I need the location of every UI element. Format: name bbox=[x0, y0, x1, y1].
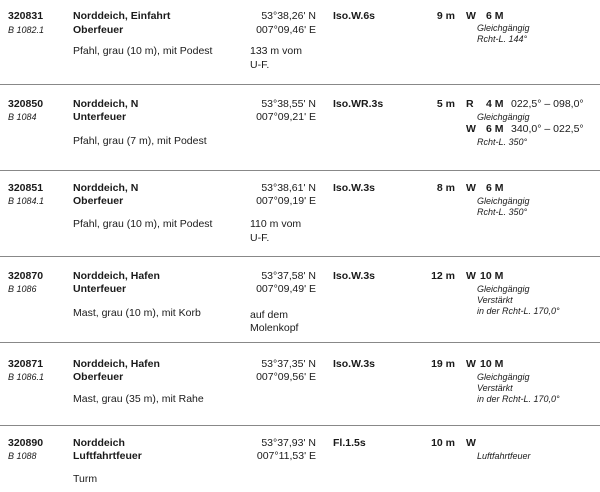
longitude: 007°09,19' E bbox=[256, 195, 316, 207]
latitude: 53°37,93' N bbox=[261, 437, 316, 449]
position-note: U-F. bbox=[250, 232, 270, 244]
light-note: Gleichgängig bbox=[477, 112, 530, 122]
light-name: Norddeich bbox=[73, 437, 125, 449]
sector-range: 6 M bbox=[486, 182, 504, 194]
light-note: Rcht-L. 144° bbox=[477, 34, 528, 44]
light-entry bbox=[0, 426, 600, 492]
sector-color: W bbox=[466, 358, 476, 370]
light-name: Norddeich, N bbox=[73, 98, 139, 110]
latitude: 53°38,26' N bbox=[261, 10, 316, 22]
light-height: 8 m bbox=[436, 182, 455, 194]
sector-arc: 022,5° – 098,0° bbox=[511, 98, 584, 110]
light-height: 12 m bbox=[431, 270, 455, 282]
position-note: 133 m vom bbox=[250, 45, 302, 57]
b-number: B 1086 bbox=[8, 284, 37, 294]
light-entry bbox=[0, 257, 600, 342]
position-note: 110 m vom bbox=[250, 218, 302, 230]
position-note: U-F. bbox=[250, 59, 270, 71]
light-number: 320890 bbox=[8, 437, 44, 449]
structure-description: Pfahl, grau (10 m), mit Podest bbox=[73, 45, 213, 57]
light-note: Verstärkt bbox=[477, 383, 513, 393]
light-type: Oberfeuer bbox=[73, 24, 124, 36]
b-number: B 1084 bbox=[8, 112, 37, 122]
light-note: Gleichgängig bbox=[477, 372, 530, 382]
sector-color: W bbox=[466, 437, 476, 449]
light-number: 320851 bbox=[8, 182, 44, 194]
structure-description: Mast, grau (10 m), mit Korb bbox=[73, 307, 201, 319]
sector-arc: 340,0° – 022,5° bbox=[511, 123, 584, 135]
structure-description: Pfahl, grau (10 m), mit Podest bbox=[73, 218, 213, 230]
sector-color: R bbox=[466, 98, 474, 110]
light-note: in der Rcht-L. 170,0° bbox=[477, 394, 560, 404]
light-entry bbox=[0, 343, 600, 425]
sector-range: 10 M bbox=[480, 270, 504, 282]
light-number: 320850 bbox=[8, 98, 44, 110]
sector-color: W bbox=[466, 182, 476, 194]
light-note: Gleichgängig bbox=[477, 23, 530, 33]
latitude: 53°38,55' N bbox=[261, 98, 316, 110]
latitude: 53°37,58' N bbox=[261, 270, 316, 282]
light-name: Norddeich, N bbox=[73, 182, 139, 194]
light-height: 9 m bbox=[436, 10, 455, 22]
sector-color: W bbox=[466, 10, 476, 22]
light-note: Rcht-L. 350° bbox=[477, 207, 528, 217]
sector-range: 4 M bbox=[486, 98, 504, 110]
light-note: Luftfahrtfeuer bbox=[477, 451, 531, 461]
light-characteristic: Iso.W.3s bbox=[333, 358, 376, 370]
light-name: Norddeich, Einfahrt bbox=[73, 10, 171, 22]
light-type: Oberfeuer bbox=[73, 371, 124, 383]
light-name: Norddeich, Hafen bbox=[73, 270, 160, 282]
light-number: 320870 bbox=[8, 270, 44, 282]
light-entry bbox=[0, 171, 600, 256]
light-note: in der Rcht-L. 170,0° bbox=[477, 306, 560, 316]
light-name: Norddeich, Hafen bbox=[73, 358, 160, 370]
light-characteristic: Iso.W.6s bbox=[333, 10, 376, 22]
light-note: Gleichgängig bbox=[477, 284, 530, 294]
b-number: B 1086.1 bbox=[8, 372, 45, 382]
position-note: Molenkopf bbox=[250, 322, 299, 334]
light-number: 320871 bbox=[8, 358, 44, 370]
light-height: 19 m bbox=[431, 358, 455, 370]
light-note: Rcht-L. 350° bbox=[477, 137, 528, 147]
light-type: Unterfeuer bbox=[73, 283, 127, 295]
longitude: 007°09,21' E bbox=[256, 111, 316, 123]
light-note: Verstärkt bbox=[477, 295, 513, 305]
longitude: 007°09,49' E bbox=[256, 283, 316, 295]
light-note: Gleichgängig bbox=[477, 196, 530, 206]
sector-range: 6 M bbox=[486, 10, 504, 22]
sector-color: W bbox=[466, 123, 476, 135]
light-characteristic: Iso.W.3s bbox=[333, 182, 376, 194]
light-characteristic: Iso.W.3s bbox=[333, 270, 376, 282]
sector-color: W bbox=[466, 270, 476, 282]
sector-range: 6 M bbox=[486, 123, 504, 135]
light-characteristic: Fl.1.5s bbox=[333, 437, 366, 449]
b-number: B 1084.1 bbox=[8, 196, 45, 206]
position-note: auf dem bbox=[250, 309, 288, 321]
light-type: Unterfeuer bbox=[73, 111, 127, 123]
longitude: 007°09,46' E bbox=[256, 24, 316, 36]
longitude: 007°11,53' E bbox=[256, 450, 316, 462]
light-entry bbox=[0, 85, 600, 170]
b-number: B 1088 bbox=[8, 451, 37, 461]
light-number: 320831 bbox=[8, 10, 44, 22]
light-entry bbox=[0, 0, 600, 84]
structure-description: Turm bbox=[73, 473, 98, 485]
light-characteristic: Iso.WR.3s bbox=[333, 98, 384, 110]
light-height: 10 m bbox=[431, 437, 455, 449]
light-type: Luftfahrtfeuer bbox=[73, 450, 142, 462]
latitude: 53°38,61' N bbox=[261, 182, 316, 194]
structure-description: Pfahl, grau (7 m), mit Podest bbox=[73, 135, 207, 147]
sector-range: 10 M bbox=[480, 358, 504, 370]
latitude: 53°37,35' N bbox=[261, 358, 316, 370]
b-number: B 1082.1 bbox=[8, 25, 45, 35]
light-height: 5 m bbox=[436, 98, 455, 110]
light-type: Oberfeuer bbox=[73, 195, 124, 207]
structure-description: Mast, grau (35 m), mit Rahe bbox=[73, 393, 204, 405]
longitude: 007°09,56' E bbox=[256, 371, 316, 383]
